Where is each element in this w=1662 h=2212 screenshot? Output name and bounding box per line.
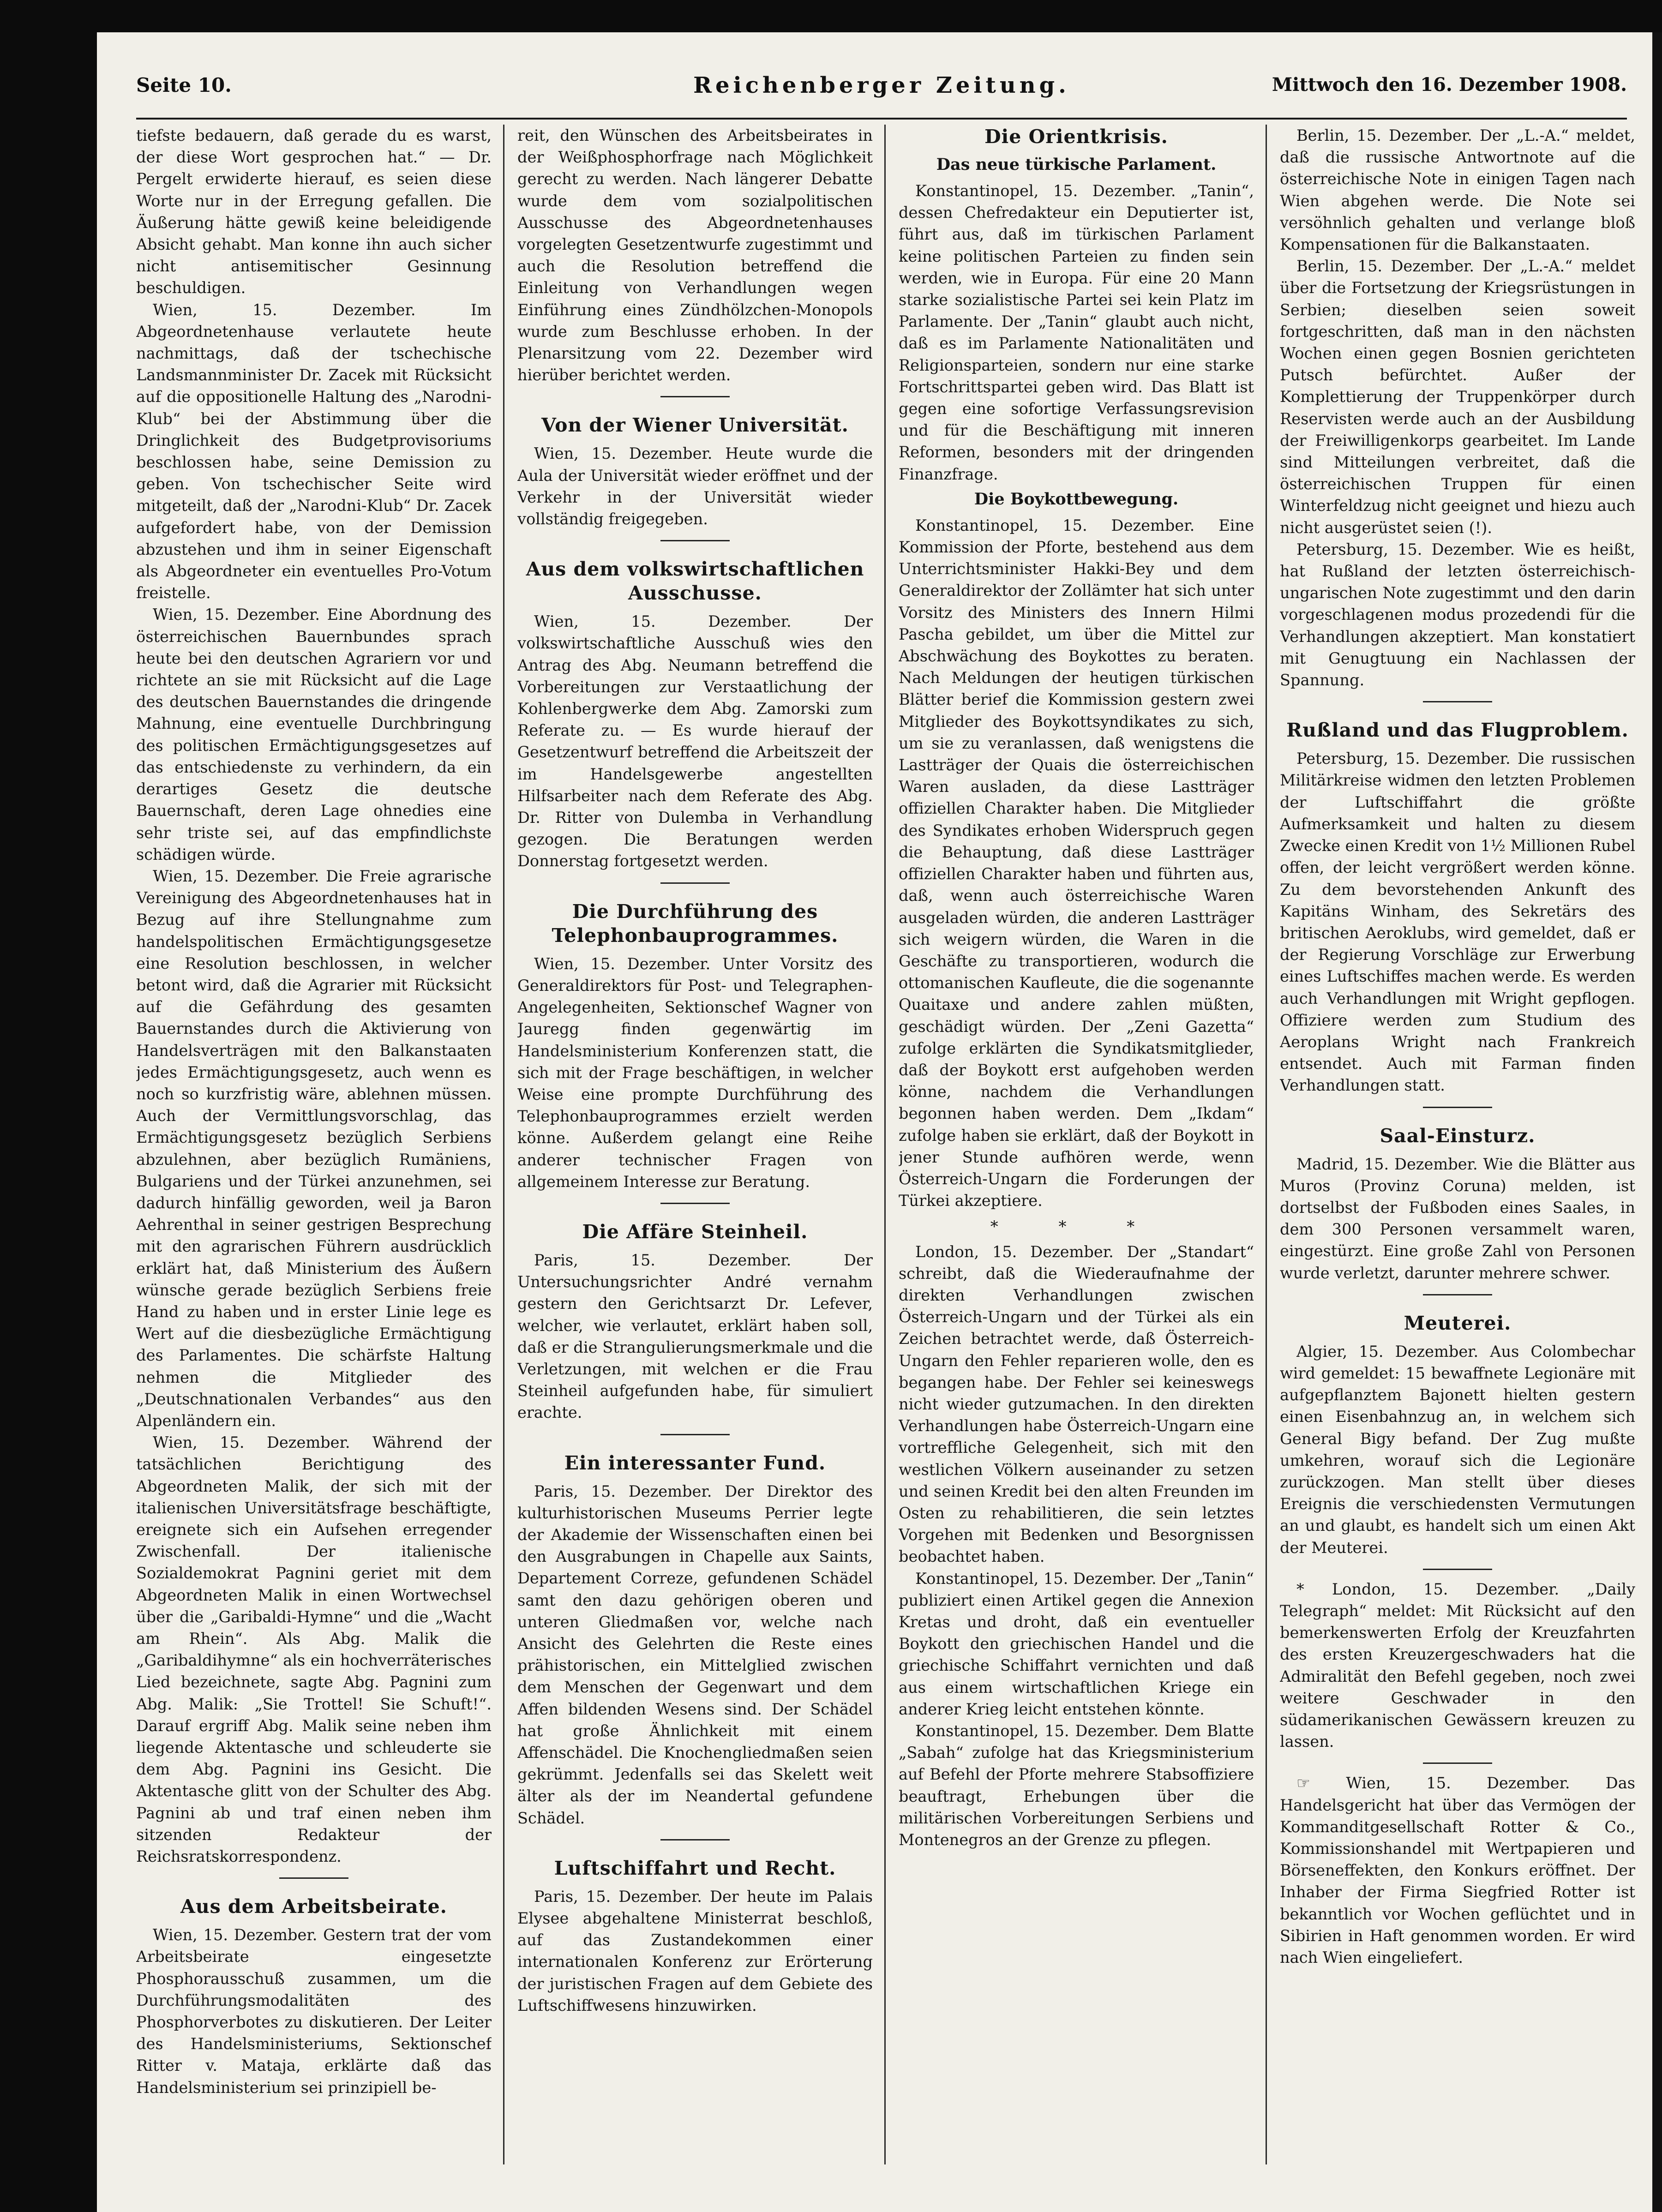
section-separator — [660, 1839, 730, 1840]
newspaper-title: Reichenberger Zeitung. — [693, 72, 1070, 98]
article-paragraph: Algier, 15. Dezember. Aus Colombechar wird gemeldet: 15 bewaffnete Legionäre mit aufgepflanztem Bajonett hielten gestern einen Eisenbahnzug an, in welchem sich General Bigy befand. Der Zug mußte umkehren, worauf sich die Legionäre zurückzogen. Man stellt über dieses Ereignis die verschiedensten Vermutungen an und glaubt, es handelt sich um einen Akt der Meuterei. — [1280, 1342, 1635, 1557]
article-paragraph: Wien, 15. Dezember. Im Abgeordnetenhause verlautete heute nachmittags, daß der tschechische Landsmannminister Dr. Zacek mit Rücksicht auf die oppositionelle Haltung des „Narodni-Klub“ bei der Abstimmung über die Dringlichkeit des Budgetprovisoriums beschlossen habe, seine Demission zu geben. Von tschechischer Seite wird mitgeteilt, daß der „Narodni-Klub“ Dr. Zacek aufgefordert habe, von der Demission abzustehen und ihm in seiner Eigenschaft als Abgeordneter ein eventuelles Pro-Votum freistelle. — [136, 300, 492, 602]
article-paragraph: Konstantinopel, 15. Dezember. Der „Tanin“ publiziert einen Artikel gegen die Annexion Kretas und droht, daß ein eventueller Boykott den griechischen Handel und die griechische Schiffahrt vernichten und daß aus einem wirtschaftlichen Kriege ein anderer Krieg leicht entstehen könnte. — [899, 1569, 1254, 1718]
article-headline: Von der Wiener Universität. — [541, 414, 849, 437]
article-headline: Aus dem Arbeitsbeirate. — [180, 1895, 447, 1918]
section-separator — [660, 1434, 730, 1435]
article-paragraph: Paris, 15. Dezember. Der Untersuchungsrichter André vernahm gestern den Gerichtsarzt Dr. Lefever, welcher, wie verlautet, erklärt haben soll, daß er die Strangulierungsmerkmale und die Verletzungen, mit welchen er die Frau Steinheil aufgefunden habe, für simuliert erachte. — [517, 1251, 873, 1422]
column-rule — [1266, 125, 1267, 2164]
article-headline: Rußland und das Flugproblem. — [1286, 719, 1629, 742]
scan-border-top — [0, 0, 1662, 32]
article-paragraph: Madrid, 15. Dezember. Wie die Blätter aus Muros (Provinz Coruna) melden, ist dortselbst der Fußboden eines Saales, in dem 300 Personen versammelt waren, eingestürzt. Eine große Zahl von Personen wurde verletzt, darunter mehrere schwer. — [1280, 1155, 1635, 1282]
section-separator — [1423, 1762, 1492, 1764]
article-paragraph: Petersburg, 15. Dezember. Die russischen Militärkreise widmen den letzten Problemen der Luftschiffahrt die größte Aufmerksamkeit und halten zu diesem Zwecke einen Kredit von 1½ Millionen Rubel offen, der leicht vergrößert werden könne. Zu dem bevorstehenden Ankunft des Kapitäns Winham, des Sekretärs des britischen Aeroklubs, wird gemeldet, daß er der Regierung Vorschläge zur Erwerbung eines Luftschiffes machen werde. Es werden auch Verhandlungen mit Wright gepflogen. Offiziere werden zum Studium des Aeroplans Wright nach Frankreich entsendet. Auch mit Farman finden Verhandlungen statt. — [1280, 749, 1635, 1095]
section-separator — [279, 1877, 348, 1879]
article-paragraph: Wien, 15. Dezember. Während der tatsächlichen Berichtigung des Abgeordneten Malik, der sich mit der italienischen Universitätsfrage beschäftigte, ereignete sich ein Aufsehen erregender Zwischenfall. Der italienische Sozialdemokrat Pagnini geriet mit dem Abgeordneten Malik in einen Wortwechsel über die „Garibaldi-Hymne“ und die „Wacht am Rhein“. Als Abg. Malik die „Garibaldihymne“ als ein hochverräterisches Lied bezeichnete, sagte Abg. Pagnini zum Abg. Malik: „Sie Trottel! Sie Schuft!“. Darauf ergriff Abg. Malik seine neben ihm liegende Aktentasche und schleuderte sie dem Abg. Pagnini ins Gesicht. Die Aktentasche glitt von der Schulter des Abg. Pagnini ab und traf einen neben ihm sitzenden Redakteur der Reichsratskorrespondenz. — [136, 1433, 492, 1866]
section-separator — [1423, 1107, 1492, 1108]
article-headline: Luftschiffahrt und Recht. — [554, 1857, 836, 1879]
column-3 — [899, 125, 1254, 2164]
section-separator — [660, 1203, 730, 1204]
article-subheadline: Die Boykottbewegung. — [974, 489, 1179, 509]
article-headline: Saal-Einsturz. — [1380, 1124, 1536, 1147]
article-paragraph: Konstantinopel, 15. Dezember. Dem Blatte „Sabah“ zufolge hat das Kriegsministerium auf Befehl der Pforte mehrere Stabsoffiziere beauftragt, Erhebungen über die militärischen Vorbereitungen Serbiens und Montenegros an der Grenze zu pflegen. — [899, 1722, 1254, 1849]
article-paragraph: Wien, 15. Dezember. Gestern trat der vom Arbeitsbeirate eingesetzte Phosphorausschuß zusammen, um die Durchführungsmodalitäten des Phosphorverbotes zu diskutieren. Der Leiter des Handelsministeriums, Sektionschef Ritter v. Mataja, erklärte daß das Handelsministerium sei prinzipiell be- — [136, 1926, 492, 2097]
article-paragraph: Wien, 15. Dezember. Der volkswirtschaftliche Ausschuß wies den Antrag des Abg. Neumann betreffend die Vorbereitungen zur Verstaatlichung der Kohlenbergwerke dem Abg. Zamorski zum Referate zu. — Es wurde hierauf der Gesetzentwurf betreffend die Arbeitszeit der im Handelsgewerbe angestellten Hilfsarbeiter nach dem Referate des Abg. Dr. Ritter von Dulemba in Verhandlung gezogen. Die Beratungen werden Donnerstag fortgesetzt werden. — [517, 612, 873, 870]
article-paragraph: reit, den Wünschen des Arbeitsbeirates in der Weißphosphorfrage nach Möglichkeit gerecht zu werden. Nach längerer Debatte wurde dem vom sozialpolitischen Ausschusse des Abgeordnetenhauses vorgelegten Gesetzentwurfe zugestimmt und auch die Resolution betreffend die Einleitung von Verhandlungen wegen Einführung eines Zündhölzchen-Monopols wurde zum Beschlusse erhoben. In der Plenarsitzung vom 22. Dezember wird hierüber berichtet werden. — [517, 126, 873, 384]
running-header — [136, 72, 1627, 120]
article-headline: Meuterei. — [1404, 1312, 1512, 1334]
article-headline: Die Affäre Steinheil. — [582, 1220, 808, 1243]
article-paragraph: London, 15. Dezember. Der „Standart“ schreibt, daß die Wiederaufnahme der direkten Verhandlungen zwischen Österreich-Ungarn und der Türkei als ein Zeichen betrachtet werde, daß Österreich-Ungarn den Fehler reparieren wolle, den es begangen habe. Der Fehler sei keineswegs nicht wieder gutzumachen. In den direkten Verhandlungen habe Österreich-Ungarn eine vortreffliche Gelegenheit, sich mit den westlichen Völkern auseinander zu setzen und seinen Kredit bei den alten Freunden im Osten zu rehabilitieren, die sein letztes Vorgehen mit Bedenken und Besorgnissen beobachtet haben. — [899, 1242, 1254, 1566]
section-separator — [1423, 1569, 1492, 1570]
article-subheadline: Das neue türkische Parlament. — [936, 155, 1217, 174]
article-paragraph: Berlin, 15. Dezember. Der „L.-A.“ meldet, daß die russische Antwortnote auf die österreichische Note in einigen Tagen nach Wien abgehen werde. Die Note sei versöhnlich gehalten und verlange bloß Kompensationen für die Balkanstaaten. — [1280, 126, 1635, 254]
article-paragraph: tiefste bedauern, daß gerade du es warst, der diese Wort gesprochen hat.“ — Dr. Pergelt erwiderte hierauf, es seien diese Worte nur in der Erregung gefallen. Die Äußerung hätte gewiß keine beleidigende Absicht gehabt. Man konne ihn auch sicher nicht antisemitischer Gesinnung beschuldigen. — [136, 126, 492, 297]
article-headline: Aus dem volkswirtschaftlichen Ausschusse. — [526, 558, 864, 605]
article-paragraph: Paris, 15. Dezember. Der Direktor des kulturhistorischen Museums Perrier legte der Akademie der Wissenschaften einen bei den Ausgrabungen in Chapelle aux Saints, Departement Correze, gefundenen Schädel samt den dazu gehörigen oberen und unteren Gliedmaßen vor, welche nach Ansicht des Gelehrten die Reste eines prähistorischen, ein Mittelglied zwischen dem Menschen der Gegenwart und dem Affen bildenden Wesens sind. Der Schädel hat große Ähnlichkeit mit einem Affenschädel. Die Knochengliedmaßen seien gekrümmt. Jedenfalls sei das Skelett weit älter als der im Neandertal gefundene Schädel. — [517, 1482, 873, 1827]
section-separator — [660, 540, 730, 541]
section-separator — [660, 396, 730, 397]
newspaper-page — [97, 32, 1652, 2212]
article-headline: Die Durchführung des Telephonbauprogrammes. — [552, 900, 839, 947]
column-1 — [136, 125, 492, 2164]
section-separator — [1423, 1294, 1492, 1295]
article-paragraph: Petersburg, 15. Dezember. Wie es heißt, hat Rußland der letzten österreichisch-ungarischen Note zugestimmt und den darin vorgeschlagenen modus prozedendi für die Verhandlungen akzeptiert. Man konstatiert mit Genugtuung ein Nachlassen der Spannung. — [1280, 540, 1635, 689]
scan-border-left — [0, 0, 97, 2212]
article-headline: Ein interessanter Fund. — [564, 1451, 826, 1474]
column-rule — [884, 125, 886, 2164]
article-paragraph: Berlin, 15. Dezember. Der „L.-A.“ meldet über die Fortsetzung der Kriegsrüstungen in Serbien; dieselben seien soweit fortgeschritten, daß man in den nächsten Wochen einen gegen Bosnien gerichteten Putsch befürchtet. Außer der Komplettierung der Truppenkörper durch Reservisten werde auch an der Ausbildung der Freiwilligenkorps gearbeitet. Im Lande sind Mitteilungen verbreitet, daß die österreichischen Truppen für einen Winterfeldzug nicht geeignet und hiezu auch nicht ausgerüstet seien (!). — [1280, 257, 1635, 537]
column-rule — [503, 125, 504, 2164]
section-separator — [1423, 701, 1492, 702]
article-paragraph: Paris, 15. Dezember. Der heute im Palais Elysee abgehaltene Ministerrat beschloß, auf das Zustandekommen einer internationalen Konferenz zur Erörterung der juristischen Fragen auf dem Gebiete des Luftschiffwesens hinzuwirken. — [517, 1887, 873, 2014]
article-paragraph: Konstantinopel, 15. Dezember. „Tanin“, dessen Chefredakteur ein Deputierter ist, führt aus, daß im türkischen Parlament keine politischen Parteien zu finden sein werden, wie in Europa. Für eine 20 Mann starke sozialistische Partei sei kein Platz im Parlamente. Der „Tanin“ glaubt auch nicht, daß es im Parlamente Nationalitäten und Religionsparteien, sondern nur eine starke Fortschrittspartei geben wird. Das Blatt ist gegen eine sofortige Verfassungsrevision und für die Beschäftigung mit inneren Reformen, besonders mit der dringenden Finanzfrage. — [899, 182, 1254, 483]
article-paragraph: Wien, 15. Dezember. Unter Vorsitz des Generaldirektors für Post- und Telegraphen-Angelegenheiten, Sektionschef Wagner von Jauregg finden gegenwärtig im Handelsministerium Konferenzen statt, die sich mit der Frage beschäftigen, in welcher Weise eine prompte Durchführung des Telephonbauprogrammes erzielt werden könne. Außerdem gelangt eine Reihe anderer technischer Fragen von allgemeinem Interesse zur Beratung. — [517, 954, 873, 1191]
article-headline: Die Orientkrisis. — [984, 126, 1168, 148]
column-4 — [1280, 125, 1635, 2164]
section-separator — [660, 882, 730, 884]
article-paragraph: Wien, 15. Dezember. Heute wurde die Aula der Universität wieder eröffnet und der Verkehr in der Universität wieder vollständig freigegeben. — [517, 444, 873, 528]
article-paragraph: * London, 15. Dezember. „Daily Telegraph“ meldet: Mit Rücksicht auf den bemerkenswerten Erfolg der Kreuzfahrten des ersten Kreuzergeschwaders hat die Admiralität den Befehl gegeben, noch zwei weitere Geschwader in den südamerikanischen Gewässern kreuzen zu lassen. — [1280, 1580, 1635, 1751]
article-paragraph: Wien, 15. Dezember. Die Freie agrarische Vereinigung des Abgeordnetenhauses hat in Bezug auf ihre Stellungnahme zum handelspolitischen Ermächtigungsgesetze eine Resolution beschlossen, in welcher betont wird, daß die Agrarier mit Rücksicht auf die Gefährdung des gesamten Bauernstandes durch die Aktivierung von Handelsverträgen mit den Balkanstaaten jedes Ermächtigungsgesetz, auch wenn es noch so kurzfristig wäre, ablehnen müssen. Auch der Vermittlungsvorschlag, das Ermächtigungsgesetz bezüglich Serbiens abzulehnen, aber bezüglich Rumäniens, Bulgariens und der Türkei anzunehmen, sei dadurch hinfällig geworden, weil ja Baron Aehrenthal in seiner gestrigen Besprechung mit den agrarischen Führern ausdrücklich erklärt hat, daß Ministerium des Äußern wünsche gerade bezüglich Serbiens freie Hand zu haben und in erster Linie lege es Wert auf die diesbezügliche Ermächtigung des Parlamentes. Die schärfste Haltung nehmen die Mitglieder des „Deutschnationalen Verbandes“ aus den Alpenländern ein. — [136, 867, 492, 1430]
page-number: Seite 10. — [136, 74, 232, 96]
article-paragraph: ☞ Wien, 15. Dezember. Das Handelsgericht hat über das Vermögen der Kommanditgesellschaft Rotter & Co., Kommissionshandel mit Wertpapieren und Börseneffekten, den Konkurs eröffnet. Der Inhaber der Firma Siegfried Rotter ist bekanntlich vor Wochen geflüchtet und in Sibirien in Haft genommen worden. Er wird nach Wien eingeliefert. — [1280, 1774, 1635, 1967]
article-paragraph: Konstantinopel, 15. Dezember. Eine Kommission der Pforte, bestehend aus dem Unterrichtsminister Hakki-Bey und dem Generaldirektor der Zollämter hat sich unter Vorsitz des Ministers des Innern Hilmi Pascha gebildet, um über die Mittel zur Abschwächung des Boykottes zu beraten. Nach Meldungen der heutigen türkischen Blätter berief die Kommission gestern zwei Mitglieder des Boykottsyndikates zu sich, um sie zu veranlassen, daß wenigstens die Lastträger der Quais die österreichischen Waren ausladen, da diese Lastträger offiziellen Charakter haben. Die Mitglieder des Syndikates erhoben Widerspruch gegen die Behauptung, daß diese Lastträger offiziellen Charakter haben und führten aus, daß, wenn auch österreichische Waren ausgeladen würden, die anderen Lastträger sich weigern würden, die Waren in die Geschäfte zu transportieren, wodurch die ottomanischen Kaufleute, die die sogenannte Quaitaxe und andere zahlen müßten, geschädigt würden. Der „Zeni Gazetta“ zufolge erklärten die Syndikatsmitglieder, daß der Boykott erst aufgehoben werden könne, nachdem die Verhandlungen begonnen haben werden. Dem „Ikdam“ zufolge haben sie erklärt, daß der Boykott in jener Stunde aufhören werde, wenn Österreich-Ungarn die Forderungen der Türkei akzeptiere. — [899, 516, 1254, 1210]
article-paragraph: Wien, 15. Dezember. Eine Abordnung des österreichischen Bauernbundes sprach heute bei den deutschen Agrariern vor und richtete an sie mit Rücksicht auf die Lage des deutschen Bauernstandes die dringende Mahnung, eine eventuelle Durchbringung des politischen Ermächtigungsgesetzes auf das entschiedenste zu verhindern, da ein derartiges Gesetz die deutsche Bauernschaft, deren Lage ohnedies eine sehr triste sei, auf das empfindlichste schädigen würde. — [136, 605, 492, 863]
article-columns — [136, 125, 1636, 2164]
column-2 — [517, 125, 873, 2164]
section-stars: * * * — [990, 1217, 1163, 1236]
issue-date: Mittwoch den 16. Dezember 1908. — [1272, 74, 1627, 96]
